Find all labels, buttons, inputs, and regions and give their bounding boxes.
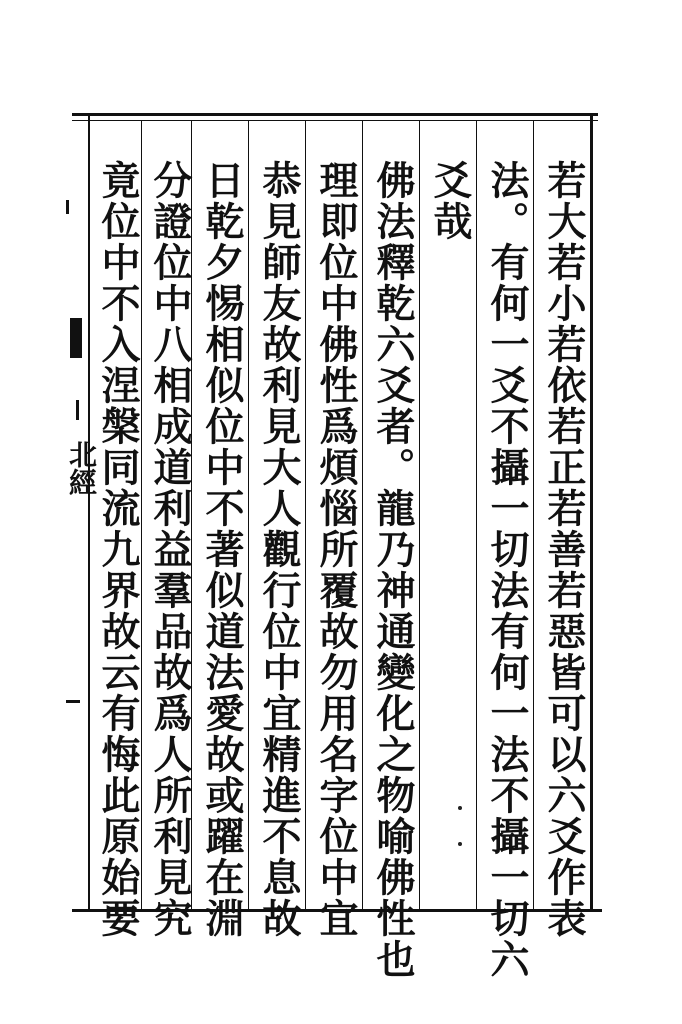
text-column-9: 竟位中不入涅槃同流九界故云有悔此原始要 <box>95 160 141 939</box>
text-column-3: 爻哉 <box>427 160 473 242</box>
column-rule <box>419 120 420 909</box>
text-column-2: 法。有何一爻不攝一切法有何一法不攝一切六 <box>484 160 530 980</box>
text-column-7: 日乾夕惕相似位中不著似道法愛故或躍在淵 <box>199 160 245 939</box>
punctuation-dot <box>458 842 462 846</box>
column-rule <box>305 120 306 909</box>
gutter-block-mark <box>70 318 82 358</box>
text-column-6: 恭見師友故利見大人觀行位中宜精進不息故 <box>256 160 302 939</box>
punctuation-dot <box>458 806 462 810</box>
column-rule <box>248 120 249 909</box>
gutter-tick-mark <box>76 400 79 420</box>
left-border-line <box>88 113 90 912</box>
column-rule <box>476 120 477 909</box>
text-column-4: 佛法釋乾六爻者。龍乃神通變化之物喻佛性也 <box>370 160 416 980</box>
right-border-line <box>590 113 593 912</box>
gutter-tick-mark <box>66 200 69 214</box>
gutter-title: 北經 <box>65 440 98 496</box>
top-border-line-inner <box>72 120 598 121</box>
text-column-8: 分證位中八相成道利益羣品故爲人所利見究 <box>147 160 193 939</box>
text-column-1: 若大若小若依若正若善若惡皆可以六爻作表 <box>541 160 587 939</box>
column-rule <box>362 120 363 909</box>
column-rule <box>533 120 534 909</box>
gutter-tick-mark <box>66 700 80 703</box>
top-border-line <box>72 113 598 116</box>
text-column-5: 理即位中佛性爲煩惱所覆故勿用名字位中宜 <box>313 160 359 939</box>
